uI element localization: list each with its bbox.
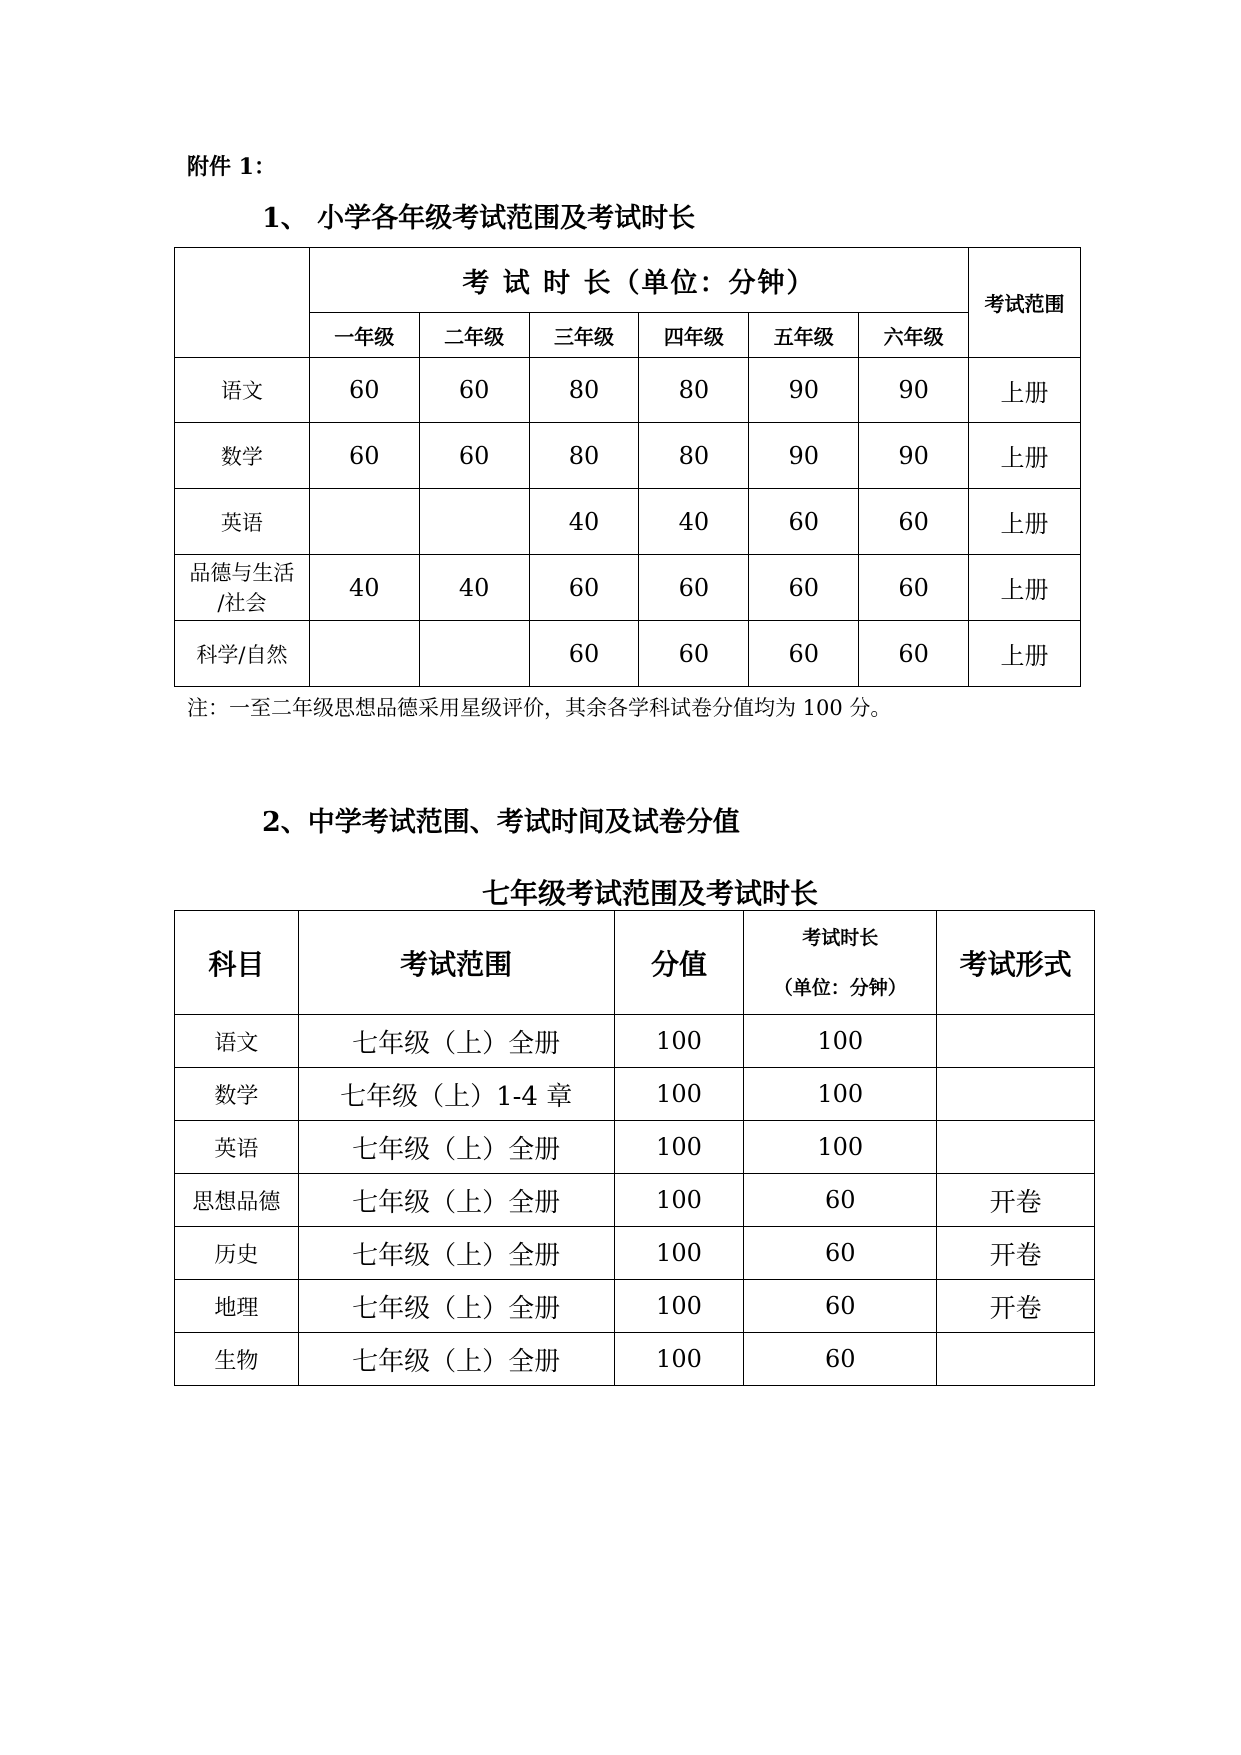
value-cell: 60	[309, 358, 419, 423]
value-cell: 40	[639, 489, 749, 555]
duration-cell: 60	[744, 1227, 937, 1280]
form-cell	[937, 1015, 1095, 1068]
form-cell	[937, 1068, 1095, 1121]
subject-cell: 生物	[175, 1333, 299, 1386]
subject-cell: 英语	[175, 489, 310, 555]
duration-cell: 60	[744, 1174, 937, 1227]
value-cell: 80	[639, 423, 749, 489]
value-cell: 80	[639, 358, 749, 423]
score-cell: 100	[614, 1333, 744, 1386]
subject-cell: 语文	[175, 358, 310, 423]
value-cell: 60	[749, 489, 859, 555]
corner-cell	[175, 248, 310, 358]
form-cell	[937, 1333, 1095, 1386]
grade-header: 六年级	[859, 313, 969, 358]
table-row	[175, 423, 1081, 489]
grade-header: 一年级	[309, 313, 419, 358]
form-cell: 开卷	[937, 1174, 1095, 1227]
form-header: 考试形式	[937, 911, 1095, 1015]
subject-header: 科目	[175, 911, 299, 1015]
form-cell: 开卷	[937, 1280, 1095, 1333]
value-cell: 60	[529, 621, 639, 687]
section1-heading: 1、 小学各年级考试范围及考试时长	[262, 203, 696, 234]
value-cell: 40	[309, 555, 419, 621]
value-cell: 60	[859, 489, 969, 555]
subject-cell: 历史	[175, 1227, 299, 1280]
table-row	[175, 1068, 1095, 1121]
range-cell: 上册	[969, 621, 1081, 687]
duration-header: 考 试 时 长（单位：分钟）	[309, 248, 968, 313]
score-cell: 100	[614, 1174, 744, 1227]
grade-header: 三年级	[529, 313, 639, 358]
value-cell: 90	[859, 358, 969, 423]
range-cell: 上册	[969, 423, 1081, 489]
grade7-exam-table	[174, 910, 1095, 1386]
table-row	[175, 489, 1081, 555]
value-cell: 90	[749, 358, 859, 423]
subject-cell	[175, 555, 310, 621]
score-cell: 100	[614, 1227, 744, 1280]
range-header: 考试范围	[298, 911, 614, 1015]
attachment-label: 附件 1：	[187, 154, 276, 180]
table-row	[175, 1333, 1095, 1386]
range-cell: 七年级（上）全册	[298, 1121, 614, 1174]
duration-header	[744, 911, 937, 1015]
value-cell: 60	[419, 423, 529, 489]
subject-cell: 思想品德	[175, 1174, 299, 1227]
duration-cell: 100	[744, 1121, 937, 1174]
value-cell: 60	[859, 555, 969, 621]
table-row	[175, 1174, 1095, 1227]
duration-header-line: 考试时长	[802, 926, 879, 949]
value-cell: 80	[529, 423, 639, 489]
score-cell: 100	[614, 1068, 744, 1121]
subject-cell: 科学/自然	[175, 621, 310, 687]
value-cell: 80	[529, 358, 639, 423]
value-cell	[309, 489, 419, 555]
grade-header: 二年级	[419, 313, 529, 358]
subject-line: /社会	[217, 590, 267, 615]
range-cell: 上册	[969, 555, 1081, 621]
score-cell: 100	[614, 1280, 744, 1333]
value-cell: 60	[529, 555, 639, 621]
range-cell: 上册	[969, 489, 1081, 555]
subject-cell: 语文	[175, 1015, 299, 1068]
table-row	[175, 1227, 1095, 1280]
range-cell: 上册	[969, 358, 1081, 423]
section2-heading: 2、中学考试范围、考试时间及试卷分值	[262, 807, 740, 838]
subject-cell: 地理	[175, 1280, 299, 1333]
duration-cell: 60	[744, 1280, 937, 1333]
value-cell	[419, 489, 529, 555]
value-cell: 60	[749, 621, 859, 687]
score-header: 分值	[614, 911, 744, 1015]
value-cell: 40	[529, 489, 639, 555]
table-row	[175, 358, 1081, 423]
grade-header: 四年级	[639, 313, 749, 358]
subject-cell: 英语	[175, 1121, 299, 1174]
duration-cell: 100	[744, 1068, 937, 1121]
range-cell: 七年级（上）全册	[298, 1333, 614, 1386]
table-row	[175, 1121, 1095, 1174]
value-cell	[309, 621, 419, 687]
duration-cell: 100	[744, 1015, 937, 1068]
duration-cell: 60	[744, 1333, 937, 1386]
form-cell	[937, 1121, 1095, 1174]
range-header: 考试范围	[969, 248, 1081, 358]
table-row	[175, 1280, 1095, 1333]
range-cell: 七年级（上）全册	[298, 1280, 614, 1333]
primary-exam-table	[174, 247, 1081, 687]
subject-cell: 数学	[175, 1068, 299, 1121]
value-cell: 90	[749, 423, 859, 489]
score-cell: 100	[614, 1121, 744, 1174]
subject-cell: 数学	[175, 423, 310, 489]
form-cell: 开卷	[937, 1227, 1095, 1280]
table-row	[175, 555, 1081, 621]
range-cell: 七年级（上）全册	[298, 1174, 614, 1227]
value-cell: 60	[639, 621, 749, 687]
table-row	[175, 1015, 1095, 1068]
value-cell: 60	[639, 555, 749, 621]
value-cell: 40	[419, 555, 529, 621]
value-cell: 60	[859, 621, 969, 687]
grade7-table-title: 七年级考试范围及考试时长	[482, 877, 819, 910]
value-cell: 60	[309, 423, 419, 489]
range-cell: 七年级（上）1-4 章	[298, 1068, 614, 1121]
table-row	[175, 621, 1081, 687]
table-note: 注：一至二年级思想品德采用星级评价，其余各学科试卷分值均为 100 分。	[187, 696, 892, 720]
range-cell: 七年级（上）全册	[298, 1015, 614, 1068]
duration-header-line: （单位：分钟）	[773, 976, 907, 999]
value-cell: 60	[749, 555, 859, 621]
value-cell: 60	[419, 358, 529, 423]
value-cell: 90	[859, 423, 969, 489]
grade-header: 五年级	[749, 313, 859, 358]
score-cell: 100	[614, 1015, 744, 1068]
value-cell	[419, 621, 529, 687]
subject-line: 品德与生活	[189, 560, 295, 585]
range-cell: 七年级（上）全册	[298, 1227, 614, 1280]
